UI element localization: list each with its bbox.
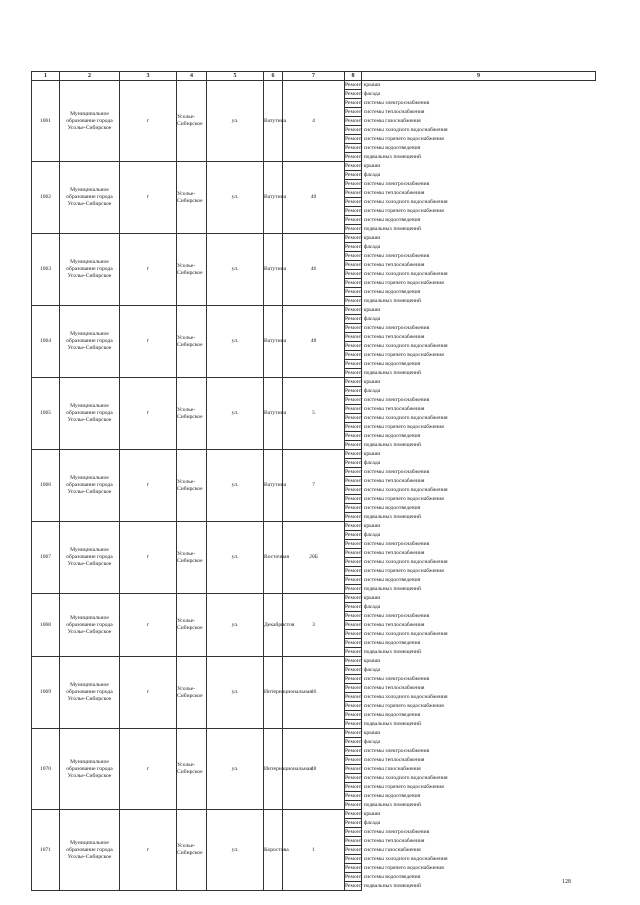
- repair-work-item: Ремонт фасада: [345, 819, 381, 826]
- repair-work-item: Ремонт крыши: [345, 306, 381, 313]
- repair-work-item: Ремонт крыши: [345, 234, 381, 241]
- repair-work-item: Ремонт системы горячего водоснабжения: [345, 351, 444, 358]
- house-number: 20Б: [283, 522, 345, 594]
- col-header-7: 7: [283, 72, 345, 81]
- repair-work-item: Ремонт фасада: [345, 315, 381, 322]
- settlement-type: г: [120, 594, 177, 657]
- repair-work-item: Ремонт системы теплоснабжения: [345, 756, 425, 763]
- repair-work-item: Ремонт подвальных помещений: [345, 513, 422, 520]
- street-name: Интернациональная: [264, 729, 283, 810]
- settlement-type: г: [120, 522, 177, 594]
- municipality-name: Муниципальное образование города Усолье-Сибирское: [60, 657, 120, 729]
- repair-work-item: Ремонт системы водоотведения: [345, 360, 421, 367]
- repair-work-item: Ремонт крыши: [345, 594, 381, 601]
- repair-work-item: Ремонт системы холодного водоснабжения: [345, 342, 448, 349]
- repair-work-item: Ремонт системы газоснабжения: [345, 765, 421, 772]
- repair-work-item: Ремонт подвальных помещений: [345, 720, 422, 727]
- repair-work-item: Ремонт фасада: [345, 243, 381, 250]
- city-name: Усолье-Сибирское: [177, 306, 207, 378]
- col-header-3: 3: [120, 72, 177, 81]
- repair-work-item: Ремонт подвальных помещений: [345, 297, 422, 304]
- repair-work-item: Ремонт крыши: [345, 657, 381, 664]
- repair-work-item: Ремонт фасада: [345, 387, 381, 394]
- repair-work-item: Ремонт системы теплоснабжения: [345, 549, 425, 556]
- repair-work-item: Ремонт системы теплоснабжения: [345, 333, 425, 340]
- header-row: [32, 72, 596, 81]
- city-name: Усолье-Сибирское: [177, 729, 207, 810]
- house-number: 5: [283, 378, 345, 450]
- repair-work-item: Ремонт системы водоотведения: [345, 216, 421, 223]
- repair-work-item: Ремонт системы водоотведения: [345, 873, 421, 880]
- settlement-type: г: [120, 234, 177, 306]
- street-type: ул.: [207, 378, 264, 450]
- col-header-2: 2: [60, 72, 120, 81]
- municipality-name: Муниципальное образование города Усолье-Сибирское: [60, 522, 120, 594]
- repair-work-item: Ремонт системы холодного водоснабжения: [345, 558, 448, 565]
- municipality-name: Муниципальное образование города Усолье-Сибирское: [60, 810, 120, 891]
- house-number: 48: [283, 729, 345, 810]
- table-row: [32, 234, 596, 243]
- street-type: ул.: [207, 81, 264, 162]
- municipality-name: Муниципальное образование города Усолье-Сибирское: [60, 81, 120, 162]
- house-number: 1: [283, 810, 345, 891]
- repair-work-item: Ремонт системы электроснабжения: [345, 612, 430, 619]
- table-row: [32, 306, 596, 315]
- city-name: Усолье-Сибирское: [177, 594, 207, 657]
- street-type: ул.: [207, 450, 264, 522]
- repair-work-item: Ремонт системы горячего водоснабжения: [345, 279, 444, 286]
- street-name: Интернациональная: [264, 657, 283, 729]
- repair-work-item: Ремонт системы горячего водоснабжения: [345, 207, 444, 214]
- repair-work-item: Ремонт системы газоснабжения: [345, 117, 421, 124]
- street-name: Восточная: [264, 522, 283, 594]
- col-header-1: 1: [32, 72, 60, 81]
- repair-work-item: Ремонт крыши: [345, 729, 381, 736]
- page-number: 128: [562, 879, 571, 885]
- repair-work-item: Ремонт фасада: [345, 738, 381, 745]
- house-number: 4: [283, 81, 345, 162]
- col-header-9: 9: [362, 72, 596, 81]
- street-type: ул.: [207, 594, 264, 657]
- repair-work-item: Ремонт крыши: [345, 162, 381, 169]
- repair-work-item: Ремонт подвальных помещений: [345, 225, 422, 232]
- settlement-type: г: [120, 810, 177, 891]
- record-number: 1067: [32, 522, 60, 594]
- street-name: Ватутина: [264, 378, 283, 450]
- record-number: 1070: [32, 729, 60, 810]
- repair-work-item: Ремонт крыши: [345, 810, 381, 817]
- repair-work-item: Ремонт крыши: [345, 378, 381, 385]
- repair-work-item: Ремонт системы водоотведения: [345, 288, 421, 295]
- repair-work-item: Ремонт фасада: [345, 459, 381, 466]
- repair-work-item: Ремонт фасада: [345, 603, 381, 610]
- repair-work-item: Ремонт системы электроснабжения: [345, 468, 430, 475]
- record-number: 1061: [32, 81, 60, 162]
- repair-work-item: Ремонт системы горячего водоснабжения: [345, 567, 444, 574]
- repair-work-item: Ремонт системы теплоснабжения: [345, 261, 425, 268]
- repair-work-item: Ремонт системы электроснабжения: [345, 675, 430, 682]
- repair-work-item: Ремонт системы теплоснабжения: [345, 189, 425, 196]
- settlement-type: г: [120, 657, 177, 729]
- col-header-5: 5: [207, 72, 264, 81]
- repair-work-item: Ремонт системы водоотведения: [345, 711, 421, 718]
- house-number: 16: [283, 657, 345, 729]
- repair-work-item: Ремонт системы горячего водоснабжения: [345, 135, 444, 142]
- settlement-type: г: [120, 729, 177, 810]
- settlement-type: г: [120, 450, 177, 522]
- municipality-name: Муниципальное образование города Усолье-Сибирское: [60, 306, 120, 378]
- repair-work-item: Ремонт крыши: [345, 450, 381, 457]
- repair-work-item: Ремонт системы водоотведения: [345, 432, 421, 439]
- record-number: 1066: [32, 450, 60, 522]
- repair-work-item: Ремонт крыши: [345, 81, 381, 88]
- repair-work-item: Ремонт системы водоотведения: [345, 504, 421, 511]
- col-header-4: 4: [177, 72, 207, 81]
- repair-work-item: Ремонт системы теплоснабжения: [345, 405, 425, 412]
- city-name: Усолье-Сибирское: [177, 522, 207, 594]
- repair-work-item: Ремонт системы теплоснабжения: [345, 837, 425, 844]
- repair-work-item: Ремонт системы электроснабжения: [345, 396, 430, 403]
- street-name: Декабристов: [264, 594, 283, 657]
- street-name: Ватутина: [264, 450, 283, 522]
- record-number: 1068: [32, 594, 60, 657]
- house-number: 40: [283, 162, 345, 234]
- repair-work-item: Ремонт системы горячего водоснабжения: [345, 702, 444, 709]
- street-type: ул.: [207, 306, 264, 378]
- table-row: [32, 657, 596, 666]
- record-number: 1064: [32, 306, 60, 378]
- house-number: 7: [283, 450, 345, 522]
- repair-work-item: Ремонт системы холодного водоснабжения: [345, 774, 448, 781]
- record-number: 1062: [32, 162, 60, 234]
- repair-work-item: Ремонт системы водоотведения: [345, 144, 421, 151]
- repair-work-item: Ремонт системы электроснабжения: [345, 180, 430, 187]
- repair-work-item: Ремонт системы электроснабжения: [345, 324, 430, 331]
- repair-work-item: Ремонт системы холодного водоснабжения: [345, 414, 448, 421]
- municipality-name: Муниципальное образование города Усолье-Сибирское: [60, 378, 120, 450]
- repair-work-item: Ремонт системы теплоснабжения: [345, 684, 425, 691]
- settlement-type: г: [120, 378, 177, 450]
- repair-work-item: Ремонт системы теплоснабжения: [345, 477, 425, 484]
- repair-work-item: Ремонт фасада: [345, 171, 381, 178]
- record-number: 1065: [32, 378, 60, 450]
- repair-work-item: Ремонт фасада: [345, 666, 381, 673]
- repair-work-item: Ремонт системы электроснабжения: [345, 747, 430, 754]
- col-header-8: 8: [345, 72, 362, 81]
- repair-work-item: Ремонт фасада: [345, 531, 381, 538]
- table-row: [32, 450, 596, 459]
- repair-work-item: Ремонт подвальных помещений: [345, 369, 422, 376]
- repair-work-item: Ремонт подвальных помещений: [345, 648, 422, 655]
- municipality-name: Муниципальное образование города Усолье-Сибирское: [60, 162, 120, 234]
- repair-work-item: Ремонт системы холодного водоснабжения: [345, 486, 448, 493]
- record-number: 1069: [32, 657, 60, 729]
- house-number: 3: [283, 594, 345, 657]
- table-row: [32, 729, 596, 738]
- street-name: Ватутина: [264, 234, 283, 306]
- street-name: Ватутина: [264, 162, 283, 234]
- repair-work-item: Ремонт подвальных помещений: [345, 882, 422, 889]
- repair-work-item: Ремонт системы холодного водоснабжения: [345, 126, 448, 133]
- house-number: 48: [283, 306, 345, 378]
- table-row: [32, 810, 596, 819]
- city-name: Усолье-Сибирское: [177, 234, 207, 306]
- repair-work-item: Ремонт системы холодного водоснабжения: [345, 855, 448, 862]
- street-type: ул.: [207, 162, 264, 234]
- repair-work-item: Ремонт крыши: [345, 522, 381, 529]
- table-row: [32, 594, 596, 603]
- street-type: ул.: [207, 810, 264, 891]
- repair-work-item: Ремонт системы водоотведения: [345, 792, 421, 799]
- table-row: [32, 81, 596, 90]
- city-name: Усолье-Сибирское: [177, 162, 207, 234]
- repair-work-item: Ремонт системы водоотведения: [345, 639, 421, 646]
- repair-work-item: Ремонт системы холодного водоснабжения: [345, 198, 448, 205]
- repair-work-item: Ремонт системы теплоснабжения: [345, 108, 425, 115]
- municipality-name: Муниципальное образование города Усолье-Сибирское: [60, 450, 120, 522]
- record-number: 1063: [32, 234, 60, 306]
- repair-work-item: Ремонт подвальных помещений: [345, 153, 422, 160]
- record-number: 1071: [32, 810, 60, 891]
- city-name: Усолье-Сибирское: [177, 81, 207, 162]
- repair-work-item: Ремонт системы водоотведения: [345, 576, 421, 583]
- repair-work-item: Ремонт подвальных помещений: [345, 441, 422, 448]
- repair-work-item: Ремонт системы газоснабжения: [345, 846, 421, 853]
- street-type: ул.: [207, 522, 264, 594]
- city-name: Усолье-Сибирское: [177, 657, 207, 729]
- repair-work-item: Ремонт системы холодного водоснабжения: [345, 693, 448, 700]
- municipality-name: Муниципальное образование города Усолье-Сибирское: [60, 234, 120, 306]
- repair-work-item: Ремонт системы горячего водоснабжения: [345, 864, 444, 871]
- register-table: [31, 71, 596, 891]
- repair-work-item: Ремонт системы электроснабжения: [345, 252, 430, 259]
- street-type: ул.: [207, 234, 264, 306]
- house-number: 46: [283, 234, 345, 306]
- repair-work-item: Ремонт фасада: [345, 90, 381, 97]
- settlement-type: г: [120, 162, 177, 234]
- col-header-6: 6: [264, 72, 283, 81]
- table-row: [32, 162, 596, 171]
- street-name: Ватутина: [264, 306, 283, 378]
- settlement-type: г: [120, 306, 177, 378]
- city-name: Усолье-Сибирское: [177, 378, 207, 450]
- repair-work-item: Ремонт системы электроснабжения: [345, 828, 430, 835]
- street-type: ул.: [207, 729, 264, 810]
- street-name: Ватутина: [264, 81, 283, 162]
- repair-work-item: Ремонт системы теплоснабжения: [345, 621, 425, 628]
- municipality-name: Муниципальное образование города Усолье-Сибирское: [60, 729, 120, 810]
- city-name: Усолье-Сибирское: [177, 450, 207, 522]
- street-name: Коростова: [264, 810, 283, 891]
- repair-work-item: Ремонт подвальных помещений: [345, 585, 422, 592]
- repair-work-item: Ремонт системы горячего водоснабжения: [345, 495, 444, 502]
- repair-work-item: Ремонт системы горячего водоснабжения: [345, 783, 444, 790]
- city-name: Усолье-Сибирское: [177, 810, 207, 891]
- repair-work-item: Ремонт системы электроснабжения: [345, 99, 430, 106]
- settlement-type: г: [120, 81, 177, 162]
- repair-work-item: Ремонт системы электроснабжения: [345, 540, 430, 547]
- municipality-name: Муниципальное образование города Усолье-Сибирское: [60, 594, 120, 657]
- repair-work-item: Ремонт системы холодного водоснабжения: [345, 270, 448, 277]
- street-type: ул.: [207, 657, 264, 729]
- repair-work-item: Ремонт подвальных помещений: [345, 801, 422, 808]
- table-row: [32, 522, 596, 531]
- repair-work-item: Ремонт системы холодного водоснабжения: [345, 630, 448, 637]
- table-row: [32, 378, 596, 387]
- repair-work-item: Ремонт системы горячего водоснабжения: [345, 423, 444, 430]
